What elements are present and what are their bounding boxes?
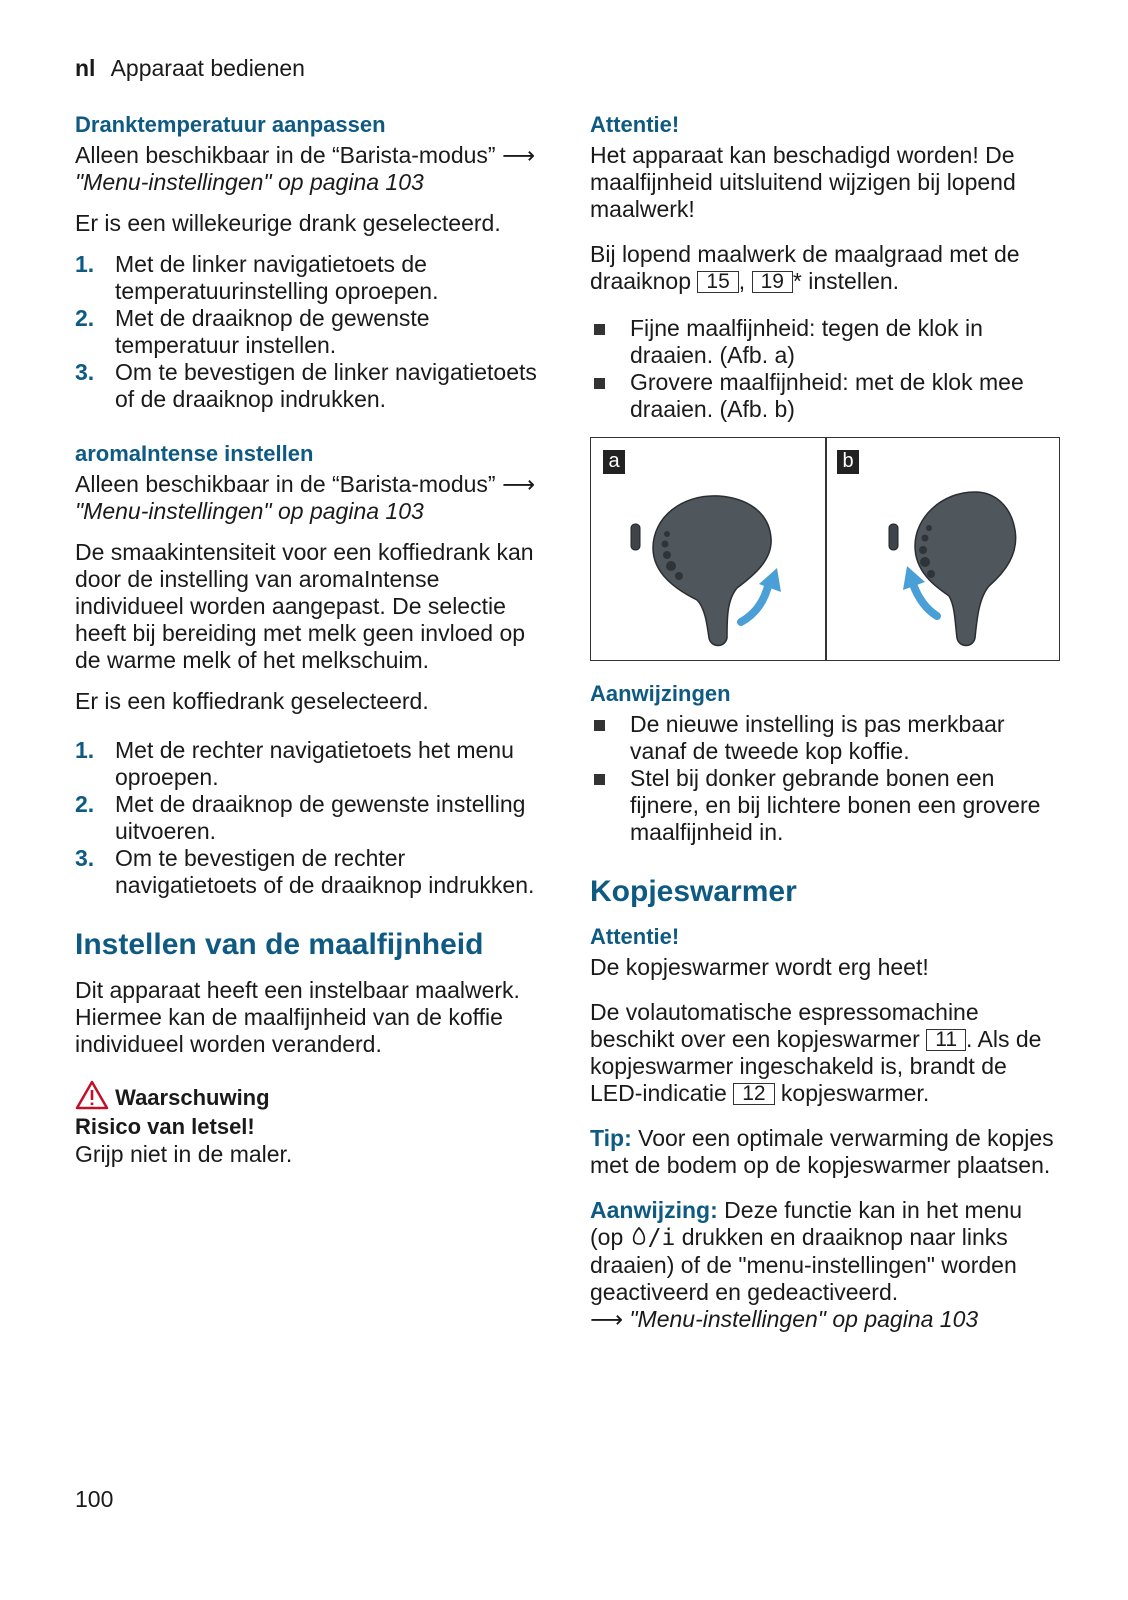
notes-list — [590, 711, 1060, 846]
attention-text: Het apparaat kan beschadigd worden! De maalfijnheid uitsluitend wijzigen bij lopend maalwerk! — [590, 142, 1016, 222]
reference-number-box: 19 — [752, 271, 793, 293]
attention-heading: Attentie! — [590, 112, 680, 137]
step-item: 2. Met de draaiknop de gewenste instelling uitvoeren. — [75, 791, 526, 844]
cross-reference[interactable]: "Menu-instellingen" op pagina 103 — [75, 498, 424, 524]
heading-drink-temperature: Dranktemperatuur aanpassen — [75, 112, 386, 137]
step-item: 1. Met de rechter navigatietoets het menu oproepen. — [75, 737, 514, 790]
paragraph: Er is een koffiedrank geselecteerd. — [75, 688, 429, 714]
attention-text: De kopjeswarmer wordt erg heet! — [590, 954, 929, 980]
risk-heading: Risico van letsel! — [75, 1114, 255, 1139]
right-column — [590, 112, 1060, 1347]
availability-note: Alleen beschikbaar in de “Barista-modus” ⟶ "Menu-instellingen" op pagina 103 — [75, 142, 535, 195]
notes-heading: Aanwijzingen — [590, 681, 731, 706]
reference-number-box: 15 — [697, 271, 738, 293]
availability-note: Alleen beschikbaar in de “Barista-modus” ⟶ "Menu-instellingen" op pagina 103 — [75, 471, 535, 524]
note-paragraph: Aanwijzing: Deze functie kan in het menu (op /i drukken en draaiknop naar links draaien) of de "menu-instellingen" worden geactiveerd en gedeactiveerd. ⟶ "Menu-instellingen" op pagina 103 — [590, 1197, 1023, 1332]
arrow-right-icon: ⟶ — [501, 142, 535, 168]
page-header — [75, 55, 305, 82]
knob-clockwise-illustration — [855, 488, 1045, 653]
knob-counterclockwise-illustration — [621, 488, 811, 653]
steps-list — [75, 251, 545, 413]
arrow-right-icon: ⟶ — [501, 471, 535, 497]
paragraph: De volautomatische espressomachine beschikt over een kopjeswarmer 11 . Als de kopjeswarmer ingeschakeld is, brandt de LED-indicatie 12 kopjeswarmer. — [590, 999, 1042, 1106]
reference-number-box: 11 — [926, 1029, 966, 1051]
heading-aroma-intense: aromaIntense instellen — [75, 441, 314, 466]
header-title: Apparaat bedienen — [110, 55, 305, 81]
figure-label-a: a — [603, 450, 625, 474]
left-column — [75, 112, 545, 1182]
arrow-right-icon: ⟶ — [590, 1306, 623, 1332]
warning-label: Waarschuwing — [115, 1085, 270, 1110]
list-item: Fijne maalfijnheid: tegen de klok in draaien. (Afb. a) — [590, 315, 1060, 369]
list-item: Grovere maalfijnheid: met de klok mee draaien. (Afb. b) — [590, 369, 1060, 423]
grinder-knob-figure — [590, 437, 1060, 661]
reference-number-box: 12 — [733, 1083, 774, 1105]
warning-text: Grijp niet in de maler. — [75, 1141, 293, 1167]
coffee-bean-icon — [630, 1226, 648, 1248]
paragraph: Bij lopend maalwerk de maalgraad met de draaiknop 15 , 19 * instellen. — [590, 241, 1020, 294]
warning-triangle-icon — [75, 1080, 109, 1110]
list-item: De nieuwe instelling is pas merkbaar vanaf de tweede kop koffie. — [590, 711, 1060, 765]
step-item: 3. Om te bevestigen de rechter navigatietoets of de draaiknop indrukken. — [75, 845, 535, 898]
tip-label: Tip: — [590, 1125, 632, 1151]
paragraph: Dit apparaat heeft een instelbaar maalwerk. Hiermee kan de maalfijnheid van de koffie individueel worden veranderd. — [75, 977, 520, 1057]
cross-reference[interactable]: "Menu-instellingen" op pagina 103 — [75, 169, 424, 195]
step-item: 3. Om te bevestigen de linker navigatietoets of de draaiknop indrukken. — [75, 359, 537, 412]
bullet-list — [590, 315, 1060, 423]
cross-reference[interactable]: "Menu-instellingen" op pagina 103 — [629, 1306, 979, 1332]
heading-grind-setting: Instellen van de maalfijnheid — [75, 928, 484, 961]
paragraph: De smaakintensiteit voor een koffiedrank kan door de instelling van aromaIntense individueel worden aangepast. De selectie heeft bij bereiding met melk geen invloed op de warme melk of het melkschuim. — [75, 539, 534, 673]
step-item: 2. Met de draaiknop de gewenste temperatuur instellen. — [75, 305, 430, 358]
steps-list — [75, 737, 545, 899]
info-symbol: /i — [647, 1225, 676, 1251]
page-number: 100 — [75, 1486, 114, 1512]
language-code: nl — [75, 55, 96, 81]
figure-label-b: b — [837, 450, 859, 474]
step-item: 1. Met de linker navigatietoets de temperatuurinstelling oproepen. — [75, 251, 439, 304]
note-label: Aanwijzing: — [590, 1197, 718, 1223]
heading-cup-warmer: Kopjeswarmer — [590, 875, 797, 908]
list-item: Stel bij donker gebrande bonen een fijnere, en bij lichtere bonen een grovere maalfijnheid in. — [590, 765, 1060, 846]
attention-heading: Attentie! — [590, 924, 680, 949]
tip-paragraph: Tip: Voor een optimale verwarming de kopjes met de bodem op de kopjeswarmer plaatsen. — [590, 1125, 1054, 1178]
paragraph: Er is een willekeurige drank geselecteerd. — [75, 210, 501, 236]
warning-block — [75, 1080, 545, 1168]
